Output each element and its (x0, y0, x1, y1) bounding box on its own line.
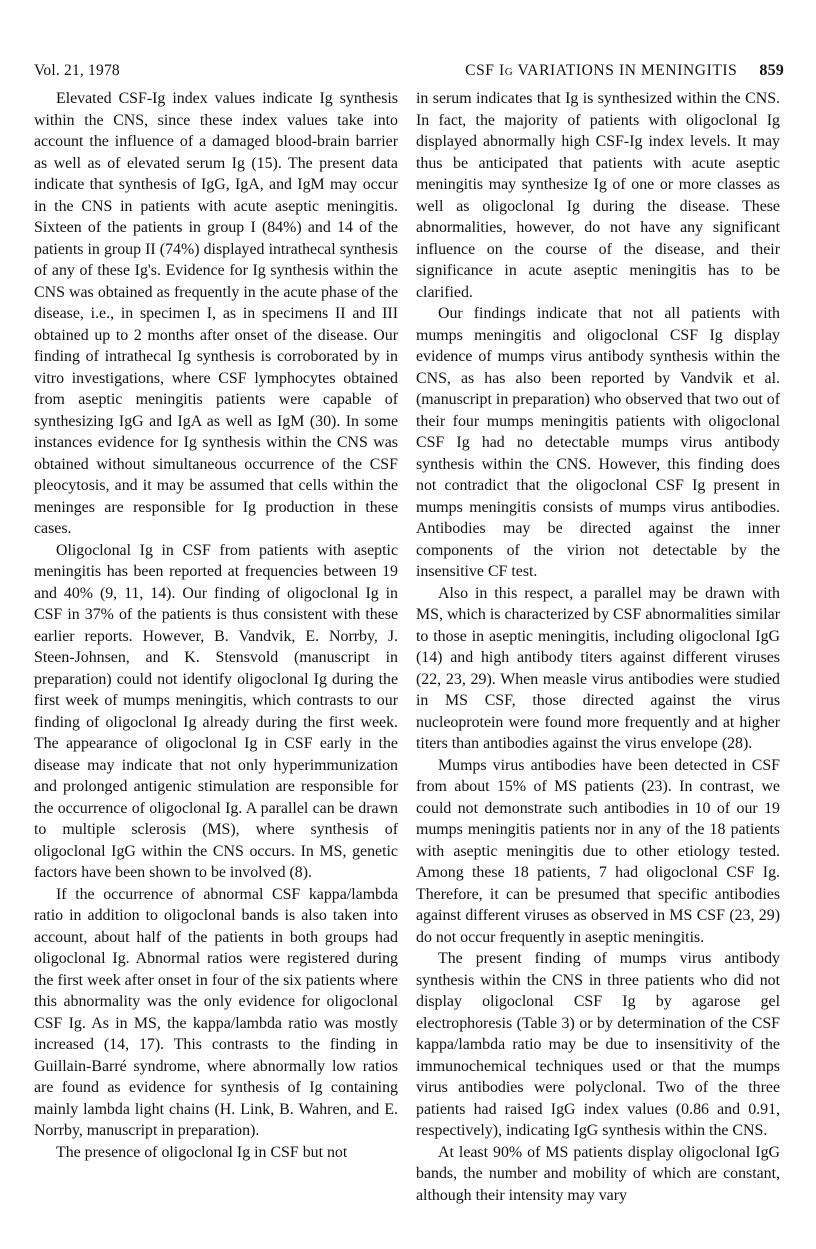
paragraph: At least 90% of MS patients display oligoclonal IgG bands, the number and mobility of which are constant, although their intensity may vary (416, 1143, 780, 1204)
paragraph: Oligoclonal Ig in CSF from patients with aseptic meningitis has been reported at frequencies between 19 and 40% (9, 11, 14). Our finding of oligoclonal Ig in CSF in 37% of the patients is thus consistent with these earlier reports. However, B. Vandvik, E. Norrby, J. Steen-Johnsen, and K. Stensvold (manuscript in preparation) could not identify oligoclonal Ig during the first week of mumps meningitis, which contrasts to our finding of oligoclonal Ig already during the first week. The appearance of oligoclonal Ig in CSF early in the disease may indicate that not only hyperimmunization and prolonged antigenic stimulation are responsible for the occurrence of oligoclonal Ig. A parallel can be drawn to multiple sclerosis (MS), where synthesis of oligoclonal IgG within the CNS occurs. In MS, genetic factors have been shown to be involved (8). (34, 541, 398, 881)
paragraph: Elevated CSF-Ig index values indicate Ig synthesis within the CNS, since these index values take into account the influence of a damaged blood-brain barrier as well as of elevated serum Ig (15). The present data indicate that synthesis of IgG, IgA, and IgM may occur in the CNS in patients with acute aseptic meningitis. Sixteen of the patients in group I (84%) and 14 of the patients in group II (74%) displayed intrathecal synthesis of any of these Ig's. Evidence for Ig synthesis within the CNS was obtained as frequently in the acute phase of the disease, i.e., in specimen I, as in specimens II and III obtained up to 2 months after onset of the disease. Our finding of intrathecal Ig synthesis is corroborated by in vitro investigations, where CSF lymphocytes obtained from aseptic meningitis patients were capable of synthesizing IgG and IgA as well as IgM (30). In some instances evidence for Ig synthesis within the CNS was obtained without simultaneous occurrence of the CSF pleocytosis, and it may be assumed that cells within the meninges are responsible for Ig production in these cases. (34, 90, 398, 537)
right-column (416, 88, 780, 1206)
running-header (34, 60, 784, 82)
running-title: CSF Ig VARIATIONS IN MENINGITIS (465, 62, 738, 79)
paragraph: The presence of oligoclonal Ig in CSF but not (56, 1143, 348, 1161)
paragraph: If the occurrence of abnormal CSF kappa/lambda ratio in addition to oligoclonal bands is also taken into account, about half of the patients in both groups had oligoclonal Ig. Abnormal ratios were registered during the first week after onset in four of the six patients where this abnormality was the only evidence for oligoclonal CSF Ig. As in MS, the kappa/lambda ratio was mostly increased (14, 17). This contrasts to the finding in Guillain-Barré syndrome, where abnormally low ratios are found as evidence for synthesis of Ig containing mainly lambda light chains (H. Link, B. Wahren, and E. Norrby, manuscript in preparation). (34, 885, 398, 1139)
left-column (34, 88, 398, 1163)
header-right (465, 60, 784, 82)
page-number: 859 (759, 62, 784, 79)
paragraph-continuation: in serum indicates that Ig is synthesized within the CNS. In fact, the majority of patients with oligoclonal Ig displayed abnormally high CSF-Ig index levels. It may thus be anticipated that patients with acute aseptic meningitis may synthesize Ig of one or more classes as well as oligoclonal Ig during the disease. These abnormalities, however, do not have any significant influence on the course of the disease, and their significance in acute aseptic meningitis has to be clarified. (416, 90, 780, 301)
paragraph: Also in this respect, a parallel may be drawn with MS, which is characterized by CSF abnormalities similar to those in aseptic meningitis, including oligoclonal IgG (14) and high antibody titers against different viruses (22, 23, 29). When measle virus antibodies were studied in MS CSF, those directed against the virus nucleoprotein were found more frequently and at higher titers than antibodies against the virus envelope (28). (416, 584, 780, 752)
paragraph: The present finding of mumps virus antibody synthesis within the CNS in three patients who did not display oligoclonal CSF Ig by agarose gel electrophoresis (Table 3) or by determination of the CSF kappa/lambda ratio may be due to insensitivity of the immunochemical techniques used or that the mumps virus antibodies were polyclonal. Two of the three patients had raised IgG index values (0.86 and 0.91, respectively), indicating IgG synthesis within the CNS. (416, 950, 780, 1139)
paragraph: Mumps virus antibodies have been detected in CSF from about 15% of MS patients (23). In contrast, we could not demonstrate such antibodies in 10 of our 19 mumps meningitis patients nor in any of the 18 patients with aseptic meningitis due to other etiology tested. Among these 18 patients, 7 had oligoclonal CSF Ig. Therefore, it can be presumed that specific antibodies against different viruses as observed in MS CSF (23, 29) do not occur frequently in aseptic meningitis. (416, 756, 780, 946)
paragraph: Our findings indicate that not all patients with mumps meningitis and oligoclonal CSF Ig display evidence of mumps virus antibody synthesis within the CNS, as has also been reported by Vandvik et al. (manuscript in preparation) who observed that two out of their four mumps meningitis patients with oligoclonal CSF Ig had no detectable mumps virus antibody synthesis within the CNS. However, this finding does not contradict that the oligoclonal CSF Ig present in mumps meningitis consists of mumps virus antibodies. Antibodies may be directed against the inner components of the virion not detectable by the insensitive CF test. (416, 305, 780, 580)
volume-label: Vol. 21, 1978 (34, 62, 120, 79)
